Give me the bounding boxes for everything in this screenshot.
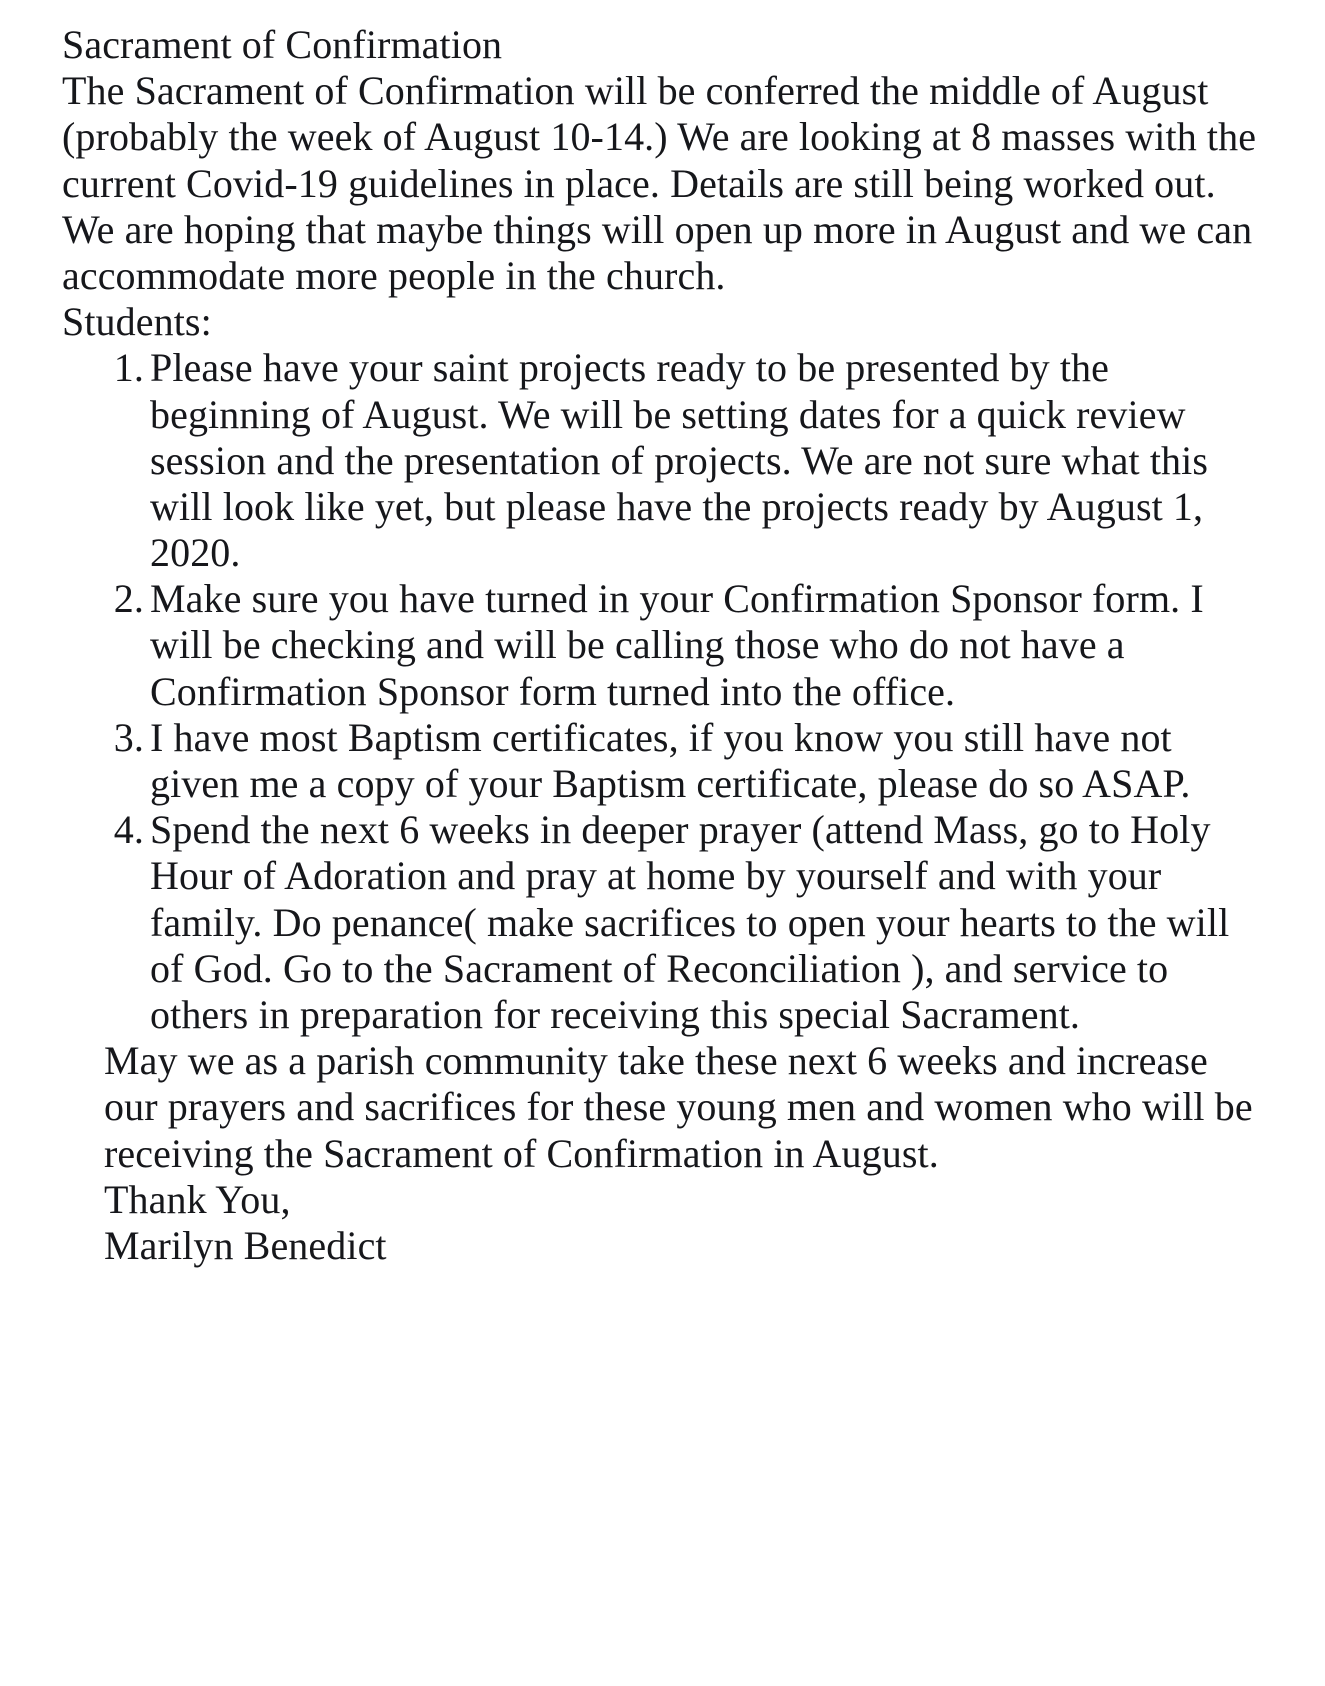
document-title: Sacrament of Confirmation [62,22,503,67]
list-item-text: Please have your saint projects ready to be presented by the beginning of August. We will be setting dates for a quick review session and the presentation of projects. We are not sure what this will look like yet, but please have the projects ready by August 1, 2020. [150,345,1209,576]
list-item [62,715,1265,807]
list-item-text: I have most Baptism certificates, if you know you still have not given me a copy of your Baptism certificate, please do so ASAP. [150,714,1191,806]
list-item [62,576,1265,715]
list-item-number: 4. [113,807,144,853]
list-item-number: 1. [113,345,144,391]
students-label: Students: [62,299,212,345]
closing-paragraph: May we as a parish community take these next 6 weeks and increase our prayers and sacrifices for these young men and women who will be receiving the Sacrament of Confirmation in August. [104,1038,1253,1176]
list-item [62,345,1265,576]
list-item-number: 2. [113,576,144,622]
intro-paragraph: The Sacrament of Confirmation will be conferred the middle of August (probably the week of August 10-14.) We are looking at 8 masses with the current Covid-19 guidelines in place. Details are still being worked out. We are hoping that maybe things will open up more in August and we can accommodate more people in the church. [62,68,1257,298]
signature-line: Marilyn Benedict [104,1222,387,1268]
list-item-text: Make sure you have turned in your Confirmation Sponsor form. I will be checking and will be calling those who do not have a Confirmation Sponsor form turned into the office. [150,576,1204,714]
list-item-number: 3. [113,714,144,760]
instructions-list [62,345,1265,1038]
thank-you-line: Thank You, [104,1176,291,1222]
list-item [62,807,1265,1038]
document-body [62,22,1265,1269]
list-item-text: Spend the next 6 weeks in deeper prayer (attend Mass, go to Holy Hour of Adoration and pray at home by yourself and with your family. Do penance( make sacrifices to open your hearts to the will of God. Go to the Sacrament of Reconciliation ), and service to others in preparation for receiving this special Sacrament. [150,807,1230,1037]
